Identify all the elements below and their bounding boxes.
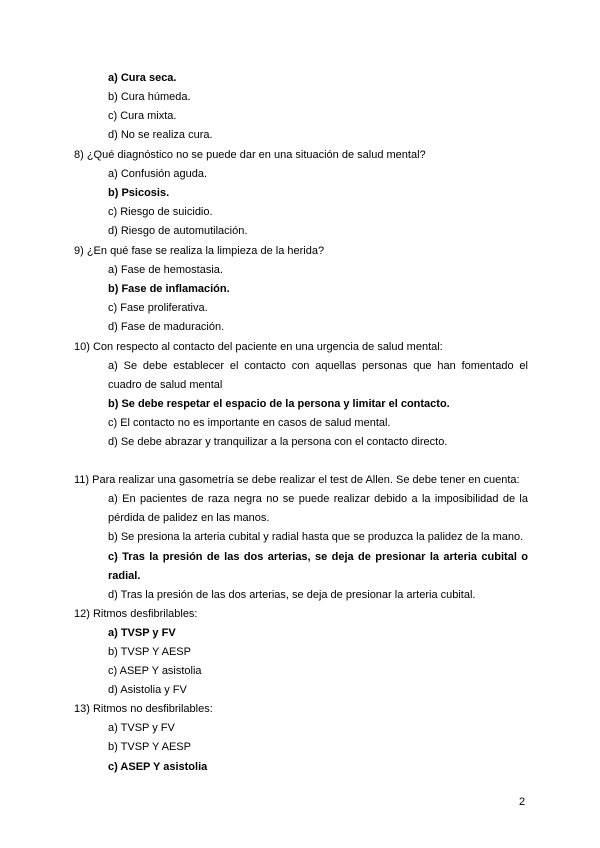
question-9: 9) ¿En qué fase se realiza la limpieza de la herida? xyxy=(74,245,325,257)
answer-option: c) Fase proliferativa. xyxy=(108,302,208,314)
question-10: 10) Con respecto al contacto del paciente en una urgencia de salud mental: xyxy=(74,341,443,353)
answer-option-continued: cuadro de salud mental xyxy=(108,379,223,391)
answer-option: c) Cura mixta. xyxy=(108,110,177,122)
answer-option: c) El contacto no es importante en casos de salud mental. xyxy=(108,417,391,429)
answer-option: a) Confusión aguda. xyxy=(108,168,208,180)
answer-option: a) Se debe establecer el contacto con aquellas personas que han fomentado el xyxy=(108,360,528,372)
answer-option: a) TVSP y FV xyxy=(108,722,175,734)
answer-option: b) Fase de inflamación. xyxy=(108,283,230,295)
answer-option-continued: radial. xyxy=(108,570,141,582)
answer-option: b) Psicosis. xyxy=(108,187,170,199)
question-8: 8) ¿Qué diagnóstico no se puede dar en una situación de salud mental? xyxy=(74,149,426,161)
answer-option: d) Asistolia y FV xyxy=(108,684,187,696)
answer-option: c) ASEP Y asistolia xyxy=(108,665,202,677)
question-11: 11) Para realizar una gasometría se debe realizar el test de Allen. Se debe tener en cuenta: xyxy=(74,474,520,486)
answer-option: b) Se debe respetar el espacio de la persona y limitar el contacto. xyxy=(108,398,450,410)
answer-option: b) Se presiona la arteria cubital y radial hasta que se produzca la palidez de la mano. xyxy=(108,531,524,543)
page-number: 2 xyxy=(519,796,526,808)
answer-option: c) Riesgo de suicidio. xyxy=(108,206,213,218)
answer-option: a) TVSP y FV xyxy=(108,627,176,639)
answer-option: d) Tras la presión de las dos arterias, se deja de presionar la arteria cubital. xyxy=(108,589,476,601)
answer-option: a) En pacientes de raza negra no se puede realizar debido a la imposibilidad de la xyxy=(108,493,528,505)
answer-option: d) Fase de maduración. xyxy=(108,321,225,333)
question-13: 13) Ritmos no desfibrilables: xyxy=(74,703,213,715)
answer-option: d) No se realiza cura. xyxy=(108,129,213,141)
answer-option: b) Cura húmeda. xyxy=(108,91,191,103)
question-12: 12) Ritmos desfibrilables: xyxy=(74,608,198,620)
answer-option: b) TVSP Y AESP xyxy=(108,646,191,658)
answer-option: a) Fase de hemostasia. xyxy=(108,264,223,276)
answer-option: a) Cura seca. xyxy=(108,72,177,84)
answer-option: d) Riesgo de automutilación. xyxy=(108,225,248,237)
answer-option: d) Se debe abrazar y tranquilizar a la persona con el contacto directo. xyxy=(108,436,448,448)
answer-option: c) ASEP Y asistolia xyxy=(108,761,208,773)
answer-option-continued: pérdida de palidez en las manos. xyxy=(108,512,270,524)
answer-option: b) TVSP Y AESP xyxy=(108,741,191,753)
answer-option: c) Tras la presión de las dos arterias, se deja de presionar la arteria cubital o xyxy=(108,551,528,563)
